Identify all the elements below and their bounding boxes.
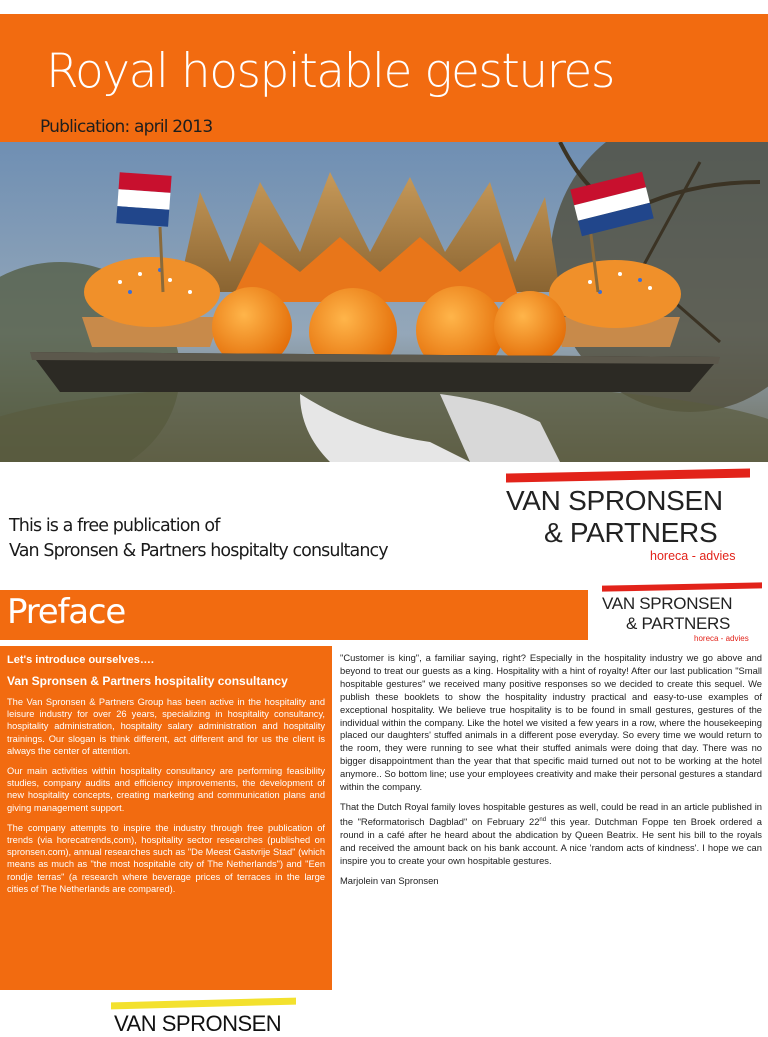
logo-accent-bar-small bbox=[602, 582, 762, 591]
hero-photo-drawing bbox=[0, 142, 768, 462]
preface-bar bbox=[0, 590, 588, 640]
logo-line-1: VAN SPRONSEN bbox=[506, 485, 723, 516]
preface-title: Preface bbox=[7, 592, 126, 632]
footer-logo-bar bbox=[111, 998, 296, 1010]
preface-paragraph-1: "Customer is king", a familiar saying, right? Especially in the hospitality industry we go above and beyond to treat our guests as a king. Hospitality with a hint of royalty! After our last publication "Small hospitable gestures" we received many positive responses so we decided to create this sequel. We publish these booklets to show the hospitality industry practical and easy-to-use examples of exceptional hospitality. We believe true hospitality is to be found in small gestures, gestures of the individual within the company. Like the hotel we visited a few years in a row, where the housekeeping placed our daughters' stuffed animals in a different pose everyday. So every time we would return to the room, they were running to see what their stuffed animals were doing that day. There was no bigger disappointment than the year that that specific maid turned out not to be working at the hotel anymore.. So bottom line; use your employees creativity and make their personal gestures a standard within the company. bbox=[340, 652, 762, 793]
page-title: Royal hospitable gestures bbox=[46, 44, 614, 99]
intro-paragraph-1: The Van Spronsen & Partners Group has been active in the hospitality and leisure industry for over 26 years, specializing in hospitality consultancy, hospitality administration, hospitality salary administration and hospitality trainings. Our slogan is think different, act different and for us the client is always the center of attention. bbox=[7, 697, 325, 756]
intro-line-2: Van Spronsen & Partners hospitalty consultancy bbox=[9, 541, 388, 561]
preface-paragraph-2 bbox=[340, 801, 762, 868]
hero-photo bbox=[0, 142, 768, 462]
logo-tagline: horeca - advies bbox=[650, 549, 736, 563]
logo-accent-bar bbox=[506, 468, 750, 482]
ordinal-suffix: nd bbox=[539, 816, 547, 823]
intro-paragraph-2: Our main activities within hospitality consultancy are performing feasibility studies, company audits and efficiency improvements, the development of new hospitality concepts, creating marketing and communication plans and giving management support. bbox=[7, 766, 325, 813]
preface-paragraph-2-start: That the Dutch Royal family loves hospitable gestures as well, could be read in an article published in the "Reformatorisch Dagblad" on February 22 bbox=[340, 800, 762, 827]
footer-logo-text: VAN SPRONSEN bbox=[114, 1011, 282, 1036]
intro-column bbox=[0, 646, 332, 990]
logo-small-tagline: horeca - advies bbox=[694, 634, 749, 643]
preface-paragraph-2-end: this year. Dutchman Foppe ten Broek ordered a round in a café after he heard about the abdication by Queen Beatrix. He sent his bill to the royals and received the amount back on his bank account. A nice 'random acts of kindness'. I hope we can inspire you to create your own hospitable gestures. bbox=[340, 816, 762, 866]
preface-body bbox=[340, 652, 762, 886]
intro-paragraph-3: The company attempts to inspire the industry through free publication of trends (via horecatrends,com), hospitality sector researches (published on spronsen.com), annual researches such as "De Meest Gastvrije Stad" (which means as much as "the most hospitable city of The Netherlands") and "Een rondje terras" (a research where beverage prices of terraces in the large cities of The Netherlands are compared). bbox=[7, 822, 325, 894]
publication-date: Publication: april 2013 bbox=[40, 117, 213, 137]
header-band bbox=[0, 14, 768, 142]
author-signature: Marjolein van Spronsen bbox=[340, 874, 439, 886]
intro-subhead: Van Spronsen & Partners hospitality consultancy bbox=[7, 674, 288, 688]
logo-small-line-1: VAN SPRONSEN bbox=[602, 594, 733, 613]
intro-lead: Let's introduce ourselves…. bbox=[7, 654, 154, 666]
company-logo-large bbox=[500, 471, 755, 566]
intro-line-1: This is a free publication of bbox=[9, 516, 220, 536]
logo-line-2: & PARTNERS bbox=[544, 517, 718, 548]
company-logo-small bbox=[596, 584, 768, 646]
logo-small-line-2: & PARTNERS bbox=[626, 614, 731, 633]
